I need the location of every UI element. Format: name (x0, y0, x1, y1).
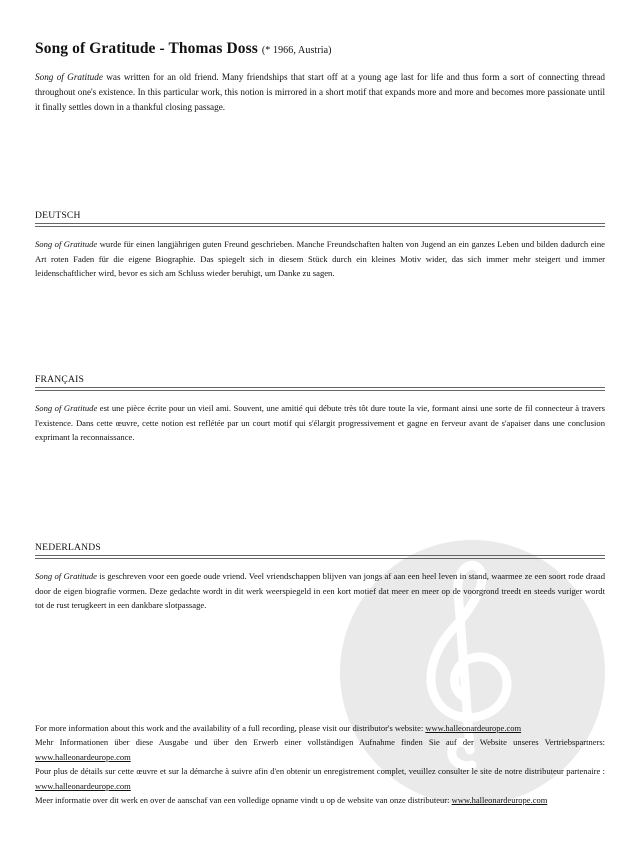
footer-french: Pour plus de détails sur cette œuvre et sur la démarche à suivre afin d'en obtenir un enregistrement complet, veuillez consulter le site de notre distributeur partenaire : www.halleonardeurope.com (35, 766, 605, 791)
footer-english: For more information about this work and the availability of a full recording, please visit our distributor's website: www.halleonardeurope.com (35, 723, 522, 733)
section-body (35, 401, 605, 445)
distributor-link[interactable]: www.halleonardeurope.com (35, 780, 131, 791)
section-text: wurde für einen langjährigen guten Freund geschrieben. Manche Freundschaften halten von Jugend an ein ganzes Leben und bilden dadurch eine Art roten Faden für die eigene Biographie. Das spiegelt sich in diesem Stück durch ein kleines Motiv wider, das sich immer mehr steigert und immer leidenschaftlicher wird, bevor es sich am Schluss wieder beruhigt, um Danke zu sagen. (35, 239, 605, 279)
work-title: Song of Gratitude (35, 571, 97, 581)
distributor-link[interactable]: www.halleonardeurope.com (35, 751, 131, 762)
page-title (35, 40, 615, 58)
heading-divider (35, 226, 605, 227)
section-deutsch (35, 210, 605, 281)
footer-dutch: Meer informatie over dit werk en over de aanschaf van een volledige opname vindt u op de website van onze distributeur: www.halleonardeurope.com (35, 795, 548, 806)
section-heading: FRANÇAIS (35, 374, 605, 388)
title-main: Song of Gratitude - Thomas Doss (35, 40, 258, 57)
heading-divider (35, 558, 605, 559)
work-title: Song of Gratitude (35, 403, 98, 413)
intro-paragraph (35, 70, 605, 116)
section-body (35, 237, 605, 281)
distributor-link[interactable]: www.halleonardeurope.com (451, 795, 548, 806)
title-subtitle: (* 1966, Austria) (261, 45, 332, 56)
section-text: est une pièce écrite pour un vieil ami. Souvent, une amitié qui débute très tôt dure toute la vie, formant ainsi une sorte de fil connecteur à travers l'existence. Dans cette œuvre, cette notion est reflétée par un court motif qui s'élargit progressivement et gagne en ferveur avant de s'apaiser dans une conclusion exprimant la reconnaissance. (35, 403, 605, 443)
section-heading: NEDERLANDS (35, 542, 605, 556)
section-body (35, 569, 605, 613)
section-nederlands (35, 542, 605, 613)
section-francais (35, 374, 605, 445)
work-title: Song of Gratitude (35, 239, 98, 249)
intro-work-title: Song of Gratitude (35, 72, 103, 82)
heading-divider (35, 390, 605, 391)
intro-text: was written for an old friend. Many friendships that start off at a young age last for life and thus form a sort of connecting thread throughout one's existence. In this particular work, this notion is mirrored in a short motif that expands more and more and becomes more passionate until it finally settles down in a thankful closing passage. (35, 72, 605, 113)
section-heading: DEUTSCH (35, 210, 605, 224)
footer-info (35, 721, 605, 807)
footer-german: Mehr Informationen über diese Ausgabe und über den Erwerb einer vollständigen Aufnahme finden Sie auf der Website unseres Vertriebspartners: www.halleonardeurope.com (35, 737, 605, 762)
distributor-link[interactable]: www.halleonardeurope.com (425, 723, 522, 733)
section-text: is geschreven voor een goede oude vriend. Veel vriendschappen blijven van jongs af aan een heel leven in stand, waarmee ze een soort rode draad door de eigen biografie vormen. Deze gedachte wordt in dit werk weerspiegeld in een kort motief dat meer en meer op de voorgrond treedt en steeds vuriger wordt tot de rust terugkeert in een dankbare slotpassage. (35, 571, 605, 611)
